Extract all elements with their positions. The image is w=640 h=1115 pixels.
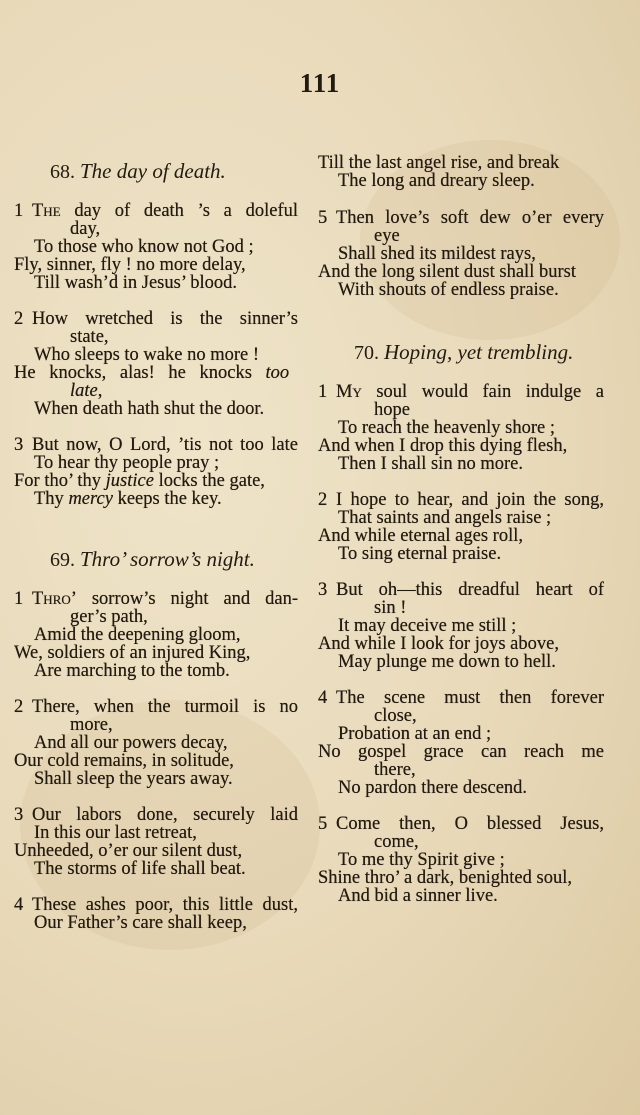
verse-text: These ashes poor, this little dust, <box>32 896 298 914</box>
verse-line: there, <box>374 760 416 780</box>
verse-text: He knocks, alas! he knocks <box>14 363 266 383</box>
verse <box>318 383 604 473</box>
verse-text: Our labors done, securely laid <box>32 806 298 824</box>
verse-number: 2 <box>14 698 24 716</box>
verse-text: I hope to hear, and join the song, <box>336 491 604 509</box>
verse-number: 3 <box>14 436 24 454</box>
verse-line: Unheeded, o’er our silent dust, <box>14 841 243 861</box>
verse-line <box>318 491 604 509</box>
verse-line: To hear thy people pray ; <box>34 453 220 473</box>
verse-line: Are marching to the tomb. <box>34 661 230 681</box>
verse-number: 1 <box>14 202 24 220</box>
verse-text: locks the gate, <box>153 471 265 491</box>
verse-line <box>318 815 604 833</box>
verse <box>14 806 298 878</box>
verse-number: 2 <box>318 491 328 509</box>
verse-text: Then love’s soft dew o’er every <box>336 209 604 227</box>
verse-text: sorrow’s night and dan- <box>76 590 298 608</box>
verse-number: 3 <box>318 581 328 599</box>
hymn-title-text: Hoping, yet trembling. <box>384 340 574 364</box>
verse-line: When death hath shut the door. <box>34 399 265 419</box>
verse-number: 5 <box>318 209 328 227</box>
verse-lead: My <box>336 383 362 401</box>
verse <box>14 436 298 508</box>
verse-line: No gospel grace can reach me <box>318 743 604 761</box>
verse-line: come, <box>374 832 419 852</box>
verse-line <box>14 806 298 824</box>
verse-number: 1 <box>14 590 24 608</box>
verse-line: To me thy Spirit give ; <box>338 850 505 870</box>
verse-line: Our cold remains, in solitude, <box>14 751 234 771</box>
verse-line: Amid the deepening gloom, <box>34 625 241 645</box>
verse-line <box>318 689 604 707</box>
hymn-number: 69. <box>50 549 75 571</box>
hymn-title-text: The day of death. <box>80 159 226 183</box>
verse-lead: The <box>32 202 61 220</box>
verse-line: No pardon there descend. <box>338 778 528 798</box>
verse <box>318 209 604 299</box>
italic-text: late <box>70 381 98 401</box>
verse-line <box>14 436 298 454</box>
verse-line <box>318 383 604 401</box>
verse-line: With shouts of endless praise. <box>338 280 559 300</box>
verse <box>14 310 298 418</box>
verse-line <box>14 472 298 490</box>
verse-line: In this our last retreat, <box>34 823 197 843</box>
verse-line: close, <box>374 706 417 726</box>
verse-line: And while eternal ages roll, <box>318 526 523 546</box>
hymn-title <box>318 339 604 365</box>
verse-text: keeps the key. <box>112 489 222 509</box>
left-column <box>14 158 298 932</box>
italic-text: too <box>265 363 290 383</box>
verse-text: Thy <box>34 489 69 509</box>
verse-line <box>318 209 604 227</box>
verse-text: The scene must then forever <box>336 689 604 707</box>
verse <box>14 202 298 292</box>
verse-lead: Thro’ <box>32 590 77 608</box>
verse-line: The long and dreary sleep. <box>338 171 535 191</box>
verse-line: Then I shall sin no more. <box>338 454 523 474</box>
verse <box>318 815 604 905</box>
verse-line: Shall shed its mildest rays, <box>338 244 536 264</box>
verse-text: day of death ’s a doleful <box>60 202 298 220</box>
verse <box>318 491 604 563</box>
verse-line <box>14 382 298 400</box>
verse-line <box>14 896 298 914</box>
hymn-number: 68. <box>50 161 75 183</box>
verse-line <box>14 590 298 608</box>
verse-line: And while I look for joys above, <box>318 634 559 654</box>
verse-line: eye <box>374 226 400 246</box>
verse-line: And when I drop this dying flesh, <box>318 436 568 456</box>
verse-text: , <box>97 381 103 401</box>
verse <box>14 698 298 788</box>
verse-line: The storms of life shall beat. <box>34 859 246 879</box>
verse-line: state, <box>70 327 109 347</box>
hymn-title <box>14 158 298 184</box>
verse-line: And all our powers decay, <box>34 733 228 753</box>
verse <box>318 689 604 797</box>
hymn-title <box>14 546 298 572</box>
verse-line: To those who know not God ; <box>34 237 254 257</box>
verse-line: To sing eternal praise. <box>338 544 502 564</box>
verse-text: For tho’ thy <box>14 471 106 491</box>
verse-line <box>14 490 298 508</box>
page-number: 111 <box>299 68 341 98</box>
verse-line: May plunge me down to hell. <box>338 652 556 672</box>
verse-line: And bid a sinner live. <box>338 886 498 906</box>
verse-line: Shall sleep the years away. <box>34 769 233 789</box>
verse-line: sin ! <box>374 598 407 618</box>
verse-text: But oh—this dreadful heart of <box>336 581 604 599</box>
verse-line <box>318 581 604 599</box>
verse-text: But now, O Lord, ’tis not too late <box>32 436 298 454</box>
verse-line: Shine thro’ a dark, benighted soul, <box>318 868 572 888</box>
verse <box>14 590 298 680</box>
verse-number: 2 <box>14 310 24 328</box>
hymn-number: 70. <box>354 342 379 364</box>
verse-text: Come then, O blessed Jesus, <box>336 815 604 833</box>
verse-text: How wretched is the sinner’s <box>32 310 298 328</box>
verse-line: Till the last angel rise, and break <box>318 153 560 173</box>
verse-text: soul would fain indulge a <box>361 383 604 401</box>
verse <box>14 896 298 932</box>
verse-line: That saints and angels raise ; <box>338 508 552 528</box>
verse-number: 4 <box>14 896 24 914</box>
right-column <box>318 154 604 905</box>
italic-text: justice <box>105 471 154 491</box>
verse-number: 4 <box>318 689 328 707</box>
verse-line: more, <box>70 715 113 735</box>
verse-line: Our Father’s care shall keep, <box>34 913 247 933</box>
hymn-title-text: Thro’ sorrow’s night. <box>80 547 255 571</box>
verse-text: There, when the turmoil is no <box>32 698 298 716</box>
verse-line: day, <box>70 219 101 239</box>
verse-line <box>14 364 298 382</box>
verse-line: Who sleeps to wake no more ! <box>34 345 260 365</box>
verse-line: Till wash’d in Jesus’ blood. <box>34 273 238 293</box>
verse-line: ger’s path, <box>70 607 148 627</box>
verse-line: It may deceive me still ; <box>338 616 517 636</box>
italic-text: mercy <box>68 489 113 509</box>
verse-line: And the long silent dust shall burst <box>318 262 576 282</box>
verse-line: To reach the heavenly shore ; <box>338 418 556 438</box>
verse-line <box>14 202 298 220</box>
verse-line <box>14 698 298 716</box>
verse-line: We, soldiers of an injured King, <box>14 643 251 663</box>
verse-line: Fly, sinner, fly ! no more delay, <box>14 255 246 275</box>
verse-line: Probation at an end ; <box>338 724 492 744</box>
verse-line: hope <box>374 400 410 420</box>
verse-number: 5 <box>318 815 328 833</box>
verse-number: 3 <box>14 806 24 824</box>
verse-line <box>14 310 298 328</box>
verse <box>318 581 604 671</box>
verse-number: 1 <box>318 383 328 401</box>
